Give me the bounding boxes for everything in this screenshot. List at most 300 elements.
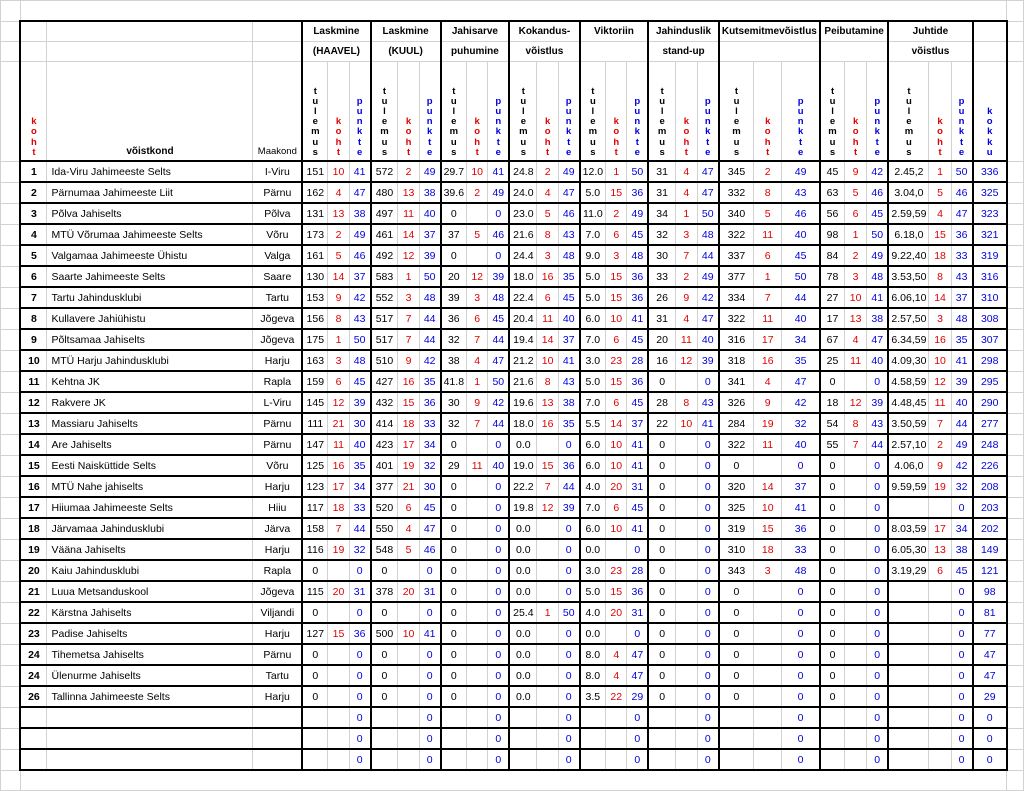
score-cell: 378 xyxy=(371,581,398,602)
blank-cell xyxy=(1007,518,1024,539)
score-cell: 6.0 xyxy=(580,518,606,539)
place-cell: 15 xyxy=(606,581,627,602)
place-cell xyxy=(929,644,951,665)
score-cell: 45 xyxy=(820,161,845,182)
place-cell: 3 xyxy=(676,224,698,245)
place-cell xyxy=(467,665,488,686)
place-cell: 10 xyxy=(606,455,627,476)
team-name-cell: Põlva Jahiselts xyxy=(47,203,253,224)
place-cell: 1 xyxy=(398,266,419,287)
points-cell: 39 xyxy=(419,245,440,266)
blank-cell xyxy=(1007,623,1024,644)
place-cell: 2 xyxy=(398,161,419,182)
county-cell: Põlva xyxy=(253,203,302,224)
table-row xyxy=(1,476,1024,497)
points-cell: 50 xyxy=(782,266,820,287)
score-cell: 21.2 xyxy=(509,350,537,371)
blank-cell xyxy=(1,329,21,350)
score-cell: 572 xyxy=(371,161,398,182)
place-cell: 13 xyxy=(929,539,951,560)
score-cell: 0 xyxy=(371,644,398,665)
place-cell xyxy=(845,581,867,602)
place-cell: 10 xyxy=(606,518,627,539)
place-cell: 6 xyxy=(467,308,488,329)
place-cell xyxy=(467,644,488,665)
place-cell xyxy=(606,728,627,749)
place-cell: 6 xyxy=(328,371,349,392)
points-cell: 47 xyxy=(488,350,509,371)
score-cell: 0 xyxy=(820,686,845,707)
rank-cell: 15 xyxy=(20,455,47,476)
score-cell: 0 xyxy=(441,581,467,602)
points-subheader: p u n k t e xyxy=(782,62,820,162)
place-cell: 9 xyxy=(398,350,419,371)
place-cell xyxy=(845,560,867,581)
points-cell: 43 xyxy=(951,266,972,287)
place-cell: 3 xyxy=(754,560,782,581)
points-cell: 39 xyxy=(349,392,370,413)
points-cell: 43 xyxy=(349,308,370,329)
blank-cell xyxy=(1,413,21,434)
points-cell: 50 xyxy=(951,161,972,182)
total-cell: 307 xyxy=(973,329,1007,350)
points-cell: 45 xyxy=(488,308,509,329)
blank-cell xyxy=(1007,539,1024,560)
blank-cell xyxy=(1,476,21,497)
points-cell: 0 xyxy=(867,518,889,539)
score-cell: 84 xyxy=(820,245,845,266)
points-cell: 40 xyxy=(782,434,820,455)
score-cell: 322 xyxy=(719,224,754,245)
place-cell xyxy=(845,686,867,707)
place-cell: 11 xyxy=(754,434,782,455)
county-cell: Harju xyxy=(253,350,302,371)
total-cell: 290 xyxy=(973,392,1007,413)
blank-cell xyxy=(1,602,21,623)
place-cell: 11 xyxy=(754,308,782,329)
place-cell xyxy=(676,602,698,623)
score-cell: 401 xyxy=(371,455,398,476)
place-cell: 13 xyxy=(845,308,867,329)
table-row xyxy=(1,371,1024,392)
score-cell: 19.6 xyxy=(509,392,537,413)
points-cell: 0 xyxy=(488,686,509,707)
points-cell: 41 xyxy=(867,287,889,308)
table-row xyxy=(1,707,1024,728)
place-cell: 3 xyxy=(398,287,419,308)
points-cell: 0 xyxy=(488,749,509,770)
score-cell: 500 xyxy=(371,623,398,644)
team-name-cell: Luua Metsanduskool xyxy=(47,581,253,602)
team-name-cell: Eesti Naisküttide Selts xyxy=(47,455,253,476)
points-cell: 35 xyxy=(558,413,579,434)
blank-cell xyxy=(1007,392,1024,413)
score-cell: 22.2 xyxy=(509,476,537,497)
points-subheader: p u n k t e xyxy=(488,62,509,162)
score-cell: 4.0 xyxy=(580,602,606,623)
blank-cell xyxy=(1,539,21,560)
score-cell: 0 xyxy=(820,581,845,602)
points-cell: 0 xyxy=(867,539,889,560)
place-cell: 16 xyxy=(929,329,951,350)
place-cell xyxy=(845,644,867,665)
blank-cell xyxy=(1007,560,1024,581)
score-cell: 340 xyxy=(719,203,754,224)
blank-cell xyxy=(1,161,21,182)
place-cell: 15 xyxy=(929,224,951,245)
county-cell: Tartu xyxy=(253,665,302,686)
place-cell: 2 xyxy=(754,161,782,182)
score-cell: 520 xyxy=(371,497,398,518)
score-cell: 29 xyxy=(441,455,467,476)
score-cell: 131 xyxy=(302,203,328,224)
points-cell: 0 xyxy=(697,581,719,602)
points-cell: 42 xyxy=(349,287,370,308)
points-cell: 41 xyxy=(627,308,648,329)
rank-cell: 26 xyxy=(20,686,47,707)
blank-cell xyxy=(1,62,21,162)
score-cell: 414 xyxy=(371,413,398,434)
place-cell: 9 xyxy=(328,287,349,308)
score-cell: 151 xyxy=(302,161,328,182)
blank-cell xyxy=(1,623,21,644)
place-cell: 8 xyxy=(929,266,951,287)
blank-cell xyxy=(1,392,21,413)
place-cell xyxy=(676,371,698,392)
place-cell: 10 xyxy=(606,308,627,329)
score-cell: 0 xyxy=(441,434,467,455)
total-cell: 0 xyxy=(973,749,1007,770)
points-cell: 34 xyxy=(782,329,820,350)
score-cell: 322 xyxy=(719,434,754,455)
table-row xyxy=(1,434,1024,455)
county-cell: Viljandi xyxy=(253,602,302,623)
score-cell: 6.0 xyxy=(580,308,606,329)
place-cell: 11 xyxy=(676,329,698,350)
score-cell: 11.0 xyxy=(580,203,606,224)
rank-cell xyxy=(20,707,47,728)
score-cell: 423 xyxy=(371,434,398,455)
rank-cell: 5 xyxy=(20,245,47,266)
total-cell: 203 xyxy=(973,497,1007,518)
points-cell: 0 xyxy=(349,602,370,623)
total-cell: 248 xyxy=(973,434,1007,455)
score-cell xyxy=(888,749,929,770)
points-cell: 43 xyxy=(558,371,579,392)
rank-cell: 11 xyxy=(20,371,47,392)
score-cell: 0 xyxy=(648,686,675,707)
score-cell: 0.0 xyxy=(509,434,537,455)
score-cell: 20.4 xyxy=(509,308,537,329)
points-cell: 0 xyxy=(488,434,509,455)
place-cell: 5 xyxy=(398,539,419,560)
total-cell: 208 xyxy=(973,476,1007,497)
place-cell: 7 xyxy=(467,329,488,350)
discipline-subtitle xyxy=(719,42,820,62)
place-cell xyxy=(606,749,627,770)
place-cell: 7 xyxy=(467,413,488,434)
points-cell: 37 xyxy=(558,329,579,350)
place-cell: 17 xyxy=(328,476,349,497)
points-cell: 0 xyxy=(488,707,509,728)
points-cell: 30 xyxy=(349,413,370,434)
points-cell: 48 xyxy=(867,266,889,287)
score-cell: 0 xyxy=(371,602,398,623)
score-cell: 115 xyxy=(302,581,328,602)
points-cell: 0 xyxy=(627,749,648,770)
points-cell: 49 xyxy=(867,245,889,266)
place-cell: 10 xyxy=(929,350,951,371)
blank-cell xyxy=(1007,329,1024,350)
points-cell: 0 xyxy=(697,749,719,770)
place-cell: 15 xyxy=(398,392,419,413)
place-cell xyxy=(398,749,419,770)
points-cell: 46 xyxy=(951,182,972,203)
points-cell: 37 xyxy=(951,287,972,308)
place-cell xyxy=(929,707,951,728)
score-cell: 6.34,59 xyxy=(888,329,929,350)
blank-cell xyxy=(1007,686,1024,707)
points-cell: 0 xyxy=(867,560,889,581)
rank-cell: 24 xyxy=(20,665,47,686)
place-cell xyxy=(537,707,558,728)
points-cell: 0 xyxy=(697,602,719,623)
total-cell: 77 xyxy=(973,623,1007,644)
points-cell: 0 xyxy=(558,686,579,707)
place-cell: 3 xyxy=(467,287,488,308)
points-cell: 44 xyxy=(951,413,972,434)
score-cell: 0 xyxy=(719,602,754,623)
points-cell: 46 xyxy=(867,182,889,203)
score-cell: 0 xyxy=(441,665,467,686)
score-cell: 32 xyxy=(441,329,467,350)
place-cell: 2 xyxy=(467,182,488,203)
score-cell: 20 xyxy=(441,266,467,287)
place-cell xyxy=(467,686,488,707)
points-cell: 0 xyxy=(627,728,648,749)
blank-cell xyxy=(1,245,21,266)
score-cell: 5.0 xyxy=(580,371,606,392)
points-cell: 44 xyxy=(419,308,440,329)
rank-cell xyxy=(20,749,47,770)
points-cell: 0 xyxy=(782,686,820,707)
score-cell: 55 xyxy=(820,434,845,455)
total-cell: 295 xyxy=(973,371,1007,392)
points-subheader: p u n k t e xyxy=(867,62,889,162)
points-cell: 44 xyxy=(488,329,509,350)
score-cell: 158 xyxy=(302,518,328,539)
score-cell: 310 xyxy=(719,539,754,560)
place-cell xyxy=(537,644,558,665)
score-cell: 6.0 xyxy=(580,434,606,455)
points-cell: 32 xyxy=(419,455,440,476)
points-cell: 0 xyxy=(349,707,370,728)
points-cell: 50 xyxy=(349,329,370,350)
place-cell xyxy=(845,749,867,770)
blank-cell xyxy=(1,42,21,62)
place-subheader: k o h t xyxy=(754,62,782,162)
place-cell: 2 xyxy=(929,434,951,455)
team-name-cell: Valgamaa Jahimeeste Ühistu xyxy=(47,245,253,266)
blank-cell xyxy=(1,224,21,245)
score-cell: 2.45,2 xyxy=(888,161,929,182)
place-cell: 7 xyxy=(398,308,419,329)
place-cell: 6 xyxy=(606,329,627,350)
blank-cell xyxy=(1,287,21,308)
score-cell: 175 xyxy=(302,329,328,350)
score-cell: 125 xyxy=(302,455,328,476)
county-cell: Järva xyxy=(253,518,302,539)
score-cell: 8.0 xyxy=(580,644,606,665)
score-cell: 0 xyxy=(441,539,467,560)
county-cell: Pärnu xyxy=(253,644,302,665)
place-cell: 6 xyxy=(845,203,867,224)
place-cell: 2 xyxy=(328,224,349,245)
county-cell: Jõgeva xyxy=(253,308,302,329)
points-cell: 45 xyxy=(419,497,440,518)
total-cell: 121 xyxy=(973,560,1007,581)
rank-cell: 2 xyxy=(20,182,47,203)
score-cell: 0 xyxy=(441,518,467,539)
place-cell: 23 xyxy=(606,560,627,581)
score-cell: 162 xyxy=(302,182,328,203)
discipline-title: Laskmine xyxy=(371,21,441,42)
score-cell: 22 xyxy=(648,413,675,434)
team-name-cell: Are Jahiselts xyxy=(47,434,253,455)
score-cell: 0 xyxy=(302,686,328,707)
points-cell: 0 xyxy=(867,686,889,707)
discipline-subtitle: (KUUL) xyxy=(371,42,441,62)
points-cell: 40 xyxy=(867,350,889,371)
county-cell: Harju xyxy=(253,686,302,707)
points-cell: 0 xyxy=(782,749,820,770)
points-cell: 41 xyxy=(627,455,648,476)
place-cell xyxy=(929,581,951,602)
place-cell xyxy=(676,476,698,497)
score-cell xyxy=(719,707,754,728)
points-cell: 38 xyxy=(419,182,440,203)
blank-cell xyxy=(1007,21,1024,42)
score-cell: 0 xyxy=(441,476,467,497)
place-cell: 7 xyxy=(398,329,419,350)
blank-cell xyxy=(1007,308,1024,329)
place-cell xyxy=(676,518,698,539)
place-cell: 20 xyxy=(606,476,627,497)
place-subheader: k o h t xyxy=(676,62,698,162)
rank-cell: 3 xyxy=(20,203,47,224)
table-row xyxy=(1,581,1024,602)
points-cell: 0 xyxy=(697,434,719,455)
score-cell: 8.0 xyxy=(580,665,606,686)
points-cell: 36 xyxy=(782,518,820,539)
points-cell: 43 xyxy=(558,224,579,245)
place-cell xyxy=(398,602,419,623)
score-cell: 6.06,10 xyxy=(888,287,929,308)
place-cell xyxy=(537,665,558,686)
place-cell: 8 xyxy=(537,224,558,245)
place-cell xyxy=(676,560,698,581)
score-cell: 461 xyxy=(371,224,398,245)
total-cell: 310 xyxy=(973,287,1007,308)
points-cell: 32 xyxy=(951,476,972,497)
blank-cell xyxy=(1,728,21,749)
place-cell: 15 xyxy=(754,518,782,539)
score-cell: 21.6 xyxy=(509,224,537,245)
points-cell: 0 xyxy=(782,455,820,476)
place-cell: 4 xyxy=(845,329,867,350)
score-cell: 326 xyxy=(719,392,754,413)
score-cell: 28 xyxy=(648,392,675,413)
points-cell: 39 xyxy=(951,371,972,392)
score-cell: 0 xyxy=(441,644,467,665)
points-cell: 0 xyxy=(867,749,889,770)
score-cell: 0 xyxy=(302,602,328,623)
points-cell: 38 xyxy=(349,203,370,224)
place-cell: 18 xyxy=(754,539,782,560)
score-cell: 9.59,59 xyxy=(888,476,929,497)
place-cell: 7 xyxy=(537,476,558,497)
blank-cell xyxy=(1007,42,1024,62)
points-cell: 48 xyxy=(697,224,719,245)
points-cell: 35 xyxy=(782,350,820,371)
place-cell xyxy=(676,686,698,707)
discipline-header-row-2 xyxy=(1,42,1024,62)
blank-cell xyxy=(1007,707,1024,728)
score-cell xyxy=(648,728,675,749)
rank-cell: 10 xyxy=(20,350,47,371)
score-cell: 0 xyxy=(820,644,845,665)
place-cell: 16 xyxy=(328,455,349,476)
points-cell: 0 xyxy=(697,686,719,707)
score-cell: 517 xyxy=(371,329,398,350)
score-cell: 0.0 xyxy=(509,644,537,665)
points-cell: 47 xyxy=(558,182,579,203)
points-cell: 0 xyxy=(867,476,889,497)
place-cell xyxy=(467,581,488,602)
rank-cell: 18 xyxy=(20,518,47,539)
points-cell: 0 xyxy=(488,581,509,602)
rank-cell: 4 xyxy=(20,224,47,245)
county-cell: Pärnu xyxy=(253,182,302,203)
rank-cell: 9 xyxy=(20,329,47,350)
score-cell xyxy=(888,644,929,665)
points-cell: 38 xyxy=(558,392,579,413)
score-cell: 0 xyxy=(648,497,675,518)
points-cell: 0 xyxy=(488,497,509,518)
score-cell: 111 xyxy=(302,413,328,434)
blank-cell xyxy=(1007,1,1024,22)
points-cell: 0 xyxy=(697,665,719,686)
score-cell: 550 xyxy=(371,518,398,539)
points-cell: 0 xyxy=(867,665,889,686)
rank-cell: 21 xyxy=(20,581,47,602)
score-subheader: t u l e m u s xyxy=(719,62,754,162)
points-cell: 0 xyxy=(697,476,719,497)
place-cell xyxy=(676,497,698,518)
points-cell: 0 xyxy=(697,455,719,476)
blank-cell xyxy=(1,266,21,287)
points-cell: 37 xyxy=(349,266,370,287)
points-cell: 49 xyxy=(782,161,820,182)
score-cell: 32 xyxy=(441,413,467,434)
blank-cell xyxy=(1007,770,1024,791)
points-cell: 40 xyxy=(782,224,820,245)
place-cell: 3 xyxy=(845,266,867,287)
team-name-cell: Rakvere JK xyxy=(47,392,253,413)
county-cell xyxy=(253,707,302,728)
score-cell: 0 xyxy=(648,371,675,392)
score-cell xyxy=(441,749,467,770)
